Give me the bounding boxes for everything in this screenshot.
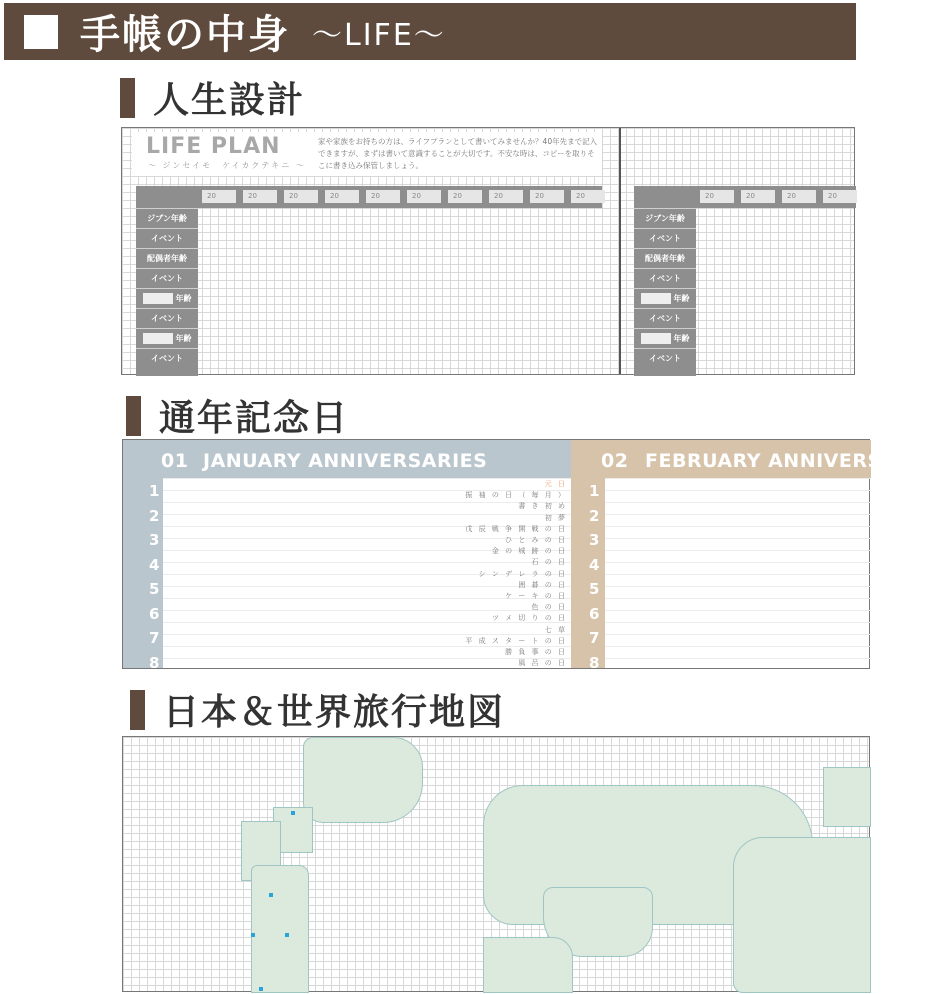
anniversary-event: 色 の 日 — [531, 603, 567, 612]
year-cell: 20 — [741, 190, 775, 203]
day-number: 8 — [149, 653, 160, 672]
life-plan-subtitle: ～ ジンセイモ ケイカクテキニ ～ — [148, 161, 306, 170]
anniversary-event: 囲 碁 の 日 — [518, 580, 567, 589]
year-header-row — [136, 186, 602, 208]
name-blank — [641, 333, 671, 344]
february-day-strip — [571, 478, 605, 672]
year-cell: 20 — [823, 190, 857, 203]
day-number: 1 — [589, 482, 600, 500]
year-cell: 20 — [448, 190, 482, 203]
heading-bar — [120, 78, 135, 118]
map-marker — [259, 987, 263, 991]
day-number: 2 — [149, 506, 160, 525]
year-cell: 20 — [366, 190, 400, 203]
february-header — [571, 440, 947, 478]
map-land-america — [733, 837, 871, 993]
page-divider — [619, 128, 621, 374]
day-number: 5 — [149, 580, 160, 598]
february-title: FEBRUARY ANNIVERSARIES — [645, 450, 947, 472]
row-label: ジブン年齢 — [634, 208, 696, 228]
row-label: イベント — [136, 348, 198, 368]
name-blank — [143, 293, 173, 304]
life-plan-panel — [121, 127, 855, 375]
map-land-north — [823, 767, 871, 827]
map-marker — [291, 811, 295, 815]
year-cell: 20 — [571, 190, 605, 203]
year-cell: 20 — [489, 190, 523, 203]
square-icon — [24, 15, 58, 49]
row-label: 配偶者年齢 — [136, 248, 198, 268]
row-label: 年齢 — [634, 288, 696, 308]
row-label: イベント — [634, 348, 696, 368]
anniversary-event: 金 の 城 跡 の 日 — [491, 547, 567, 556]
anniversary-event: ツ メ 切 り の 日 — [491, 614, 567, 623]
anniversary-event: 書 き 初 め — [518, 502, 567, 511]
section-heading-map — [130, 684, 505, 735]
life-plan-title: LIFE PLAN — [146, 134, 281, 159]
day-number: 3 — [149, 531, 160, 549]
year-cell: 20 — [243, 190, 277, 203]
anniversary-event: ひ と み の 日 — [505, 536, 567, 544]
map-marker — [269, 893, 273, 897]
section-heading-life-plan — [120, 72, 305, 123]
year-cell: 20 — [700, 190, 734, 203]
row-label: イベント — [634, 268, 696, 288]
row-label: 配偶者年齢 — [634, 248, 696, 268]
anniversary-event: 勝 負 事 の 日 — [505, 648, 567, 656]
january-title: JANUARY ANNIVERSARIES — [203, 450, 488, 472]
anniversary-event: 戊 辰 戦 争 開 戦 の 日 — [465, 524, 567, 533]
day-number: 1 — [149, 482, 160, 500]
row-label: イベント — [136, 308, 198, 328]
section-label: 通年記念日 — [159, 398, 350, 439]
map-land-africa — [483, 937, 573, 993]
row-label: イベント — [634, 308, 696, 328]
row-labels-column-right — [634, 208, 696, 376]
name-blank — [143, 333, 173, 344]
page-subtitle: ～LIFE～ — [312, 17, 446, 53]
page-header — [4, 3, 856, 60]
anniversary-event: 振 袖 の 日 （ 毎 月 ） — [465, 491, 567, 500]
january-number: 01 — [161, 450, 189, 472]
year-cell: 20 — [284, 190, 318, 203]
row-label: 年齢 — [136, 328, 198, 348]
heading-bar — [130, 690, 145, 730]
anniversaries-panel — [122, 439, 947, 672]
anniversary-event: 平 成 ス タ ー ト の 日 — [465, 636, 567, 645]
row-labels-column — [136, 208, 198, 376]
january-day-strip — [123, 478, 163, 672]
day-number: 6 — [589, 604, 600, 623]
year-cell: 20 — [202, 190, 236, 203]
row-label: イベント — [634, 228, 696, 248]
day-number: 5 — [589, 580, 600, 598]
anniversary-event: 石 の 日 — [531, 558, 567, 567]
day-number: 4 — [149, 555, 160, 574]
anniversary-event: ケ ー キ の 日 — [505, 592, 567, 600]
page-title: 手帳の中身 — [80, 12, 290, 58]
day-number: 8 — [589, 653, 600, 672]
year-header-row-right — [634, 186, 856, 208]
heading-bar — [126, 396, 141, 436]
year-cell: 20 — [407, 190, 441, 203]
january-header — [123, 440, 571, 478]
anniversary-event: シ ン デ レ ラ の 日 — [478, 569, 567, 578]
day-number: 2 — [589, 506, 600, 525]
day-number: 7 — [149, 629, 160, 647]
map-marker — [285, 933, 289, 937]
row-label: 年齢 — [634, 328, 696, 348]
map-land-honshu — [251, 865, 309, 993]
map-land-hokkaido — [303, 737, 423, 823]
section-label: 日本＆世界旅行地図 — [163, 692, 506, 733]
section-label: 人生設計 — [153, 80, 306, 121]
day-number: 3 — [589, 531, 600, 549]
february-rows — [605, 478, 871, 668]
section-heading-anniversaries — [126, 390, 349, 441]
day-number: 6 — [149, 604, 160, 623]
row-label: ジブン年齢 — [136, 208, 198, 228]
travel-map-panel — [122, 736, 870, 992]
row-label: イベント — [136, 228, 198, 248]
map-marker — [251, 933, 255, 937]
anniversary-event: 元 日 — [544, 480, 567, 488]
february-number: 02 — [601, 450, 629, 472]
day-number: 4 — [589, 555, 600, 574]
january-rows — [163, 478, 571, 668]
year-cell: 20 — [325, 190, 359, 203]
year-cell: 20 — [782, 190, 816, 203]
row-label: 年齢 — [136, 288, 198, 308]
life-plan-description: 家や家族をお持ちの方は、ライフプランとして書いてみませんか？40年先まで記入できますが、まずは書いて意識することが大切です。不安な時は、コピーを取りそこに書き込み保管しましょう。 — [318, 137, 598, 170]
row-label: イベント — [136, 268, 198, 288]
anniversary-event: 七 草 — [544, 625, 567, 634]
day-number: 7 — [589, 629, 600, 647]
year-cell: 20 — [530, 190, 564, 203]
anniversary-event: 風 呂 の 日 — [518, 659, 567, 668]
name-blank — [641, 293, 671, 304]
anniversary-event: 初 夢 — [544, 513, 567, 522]
